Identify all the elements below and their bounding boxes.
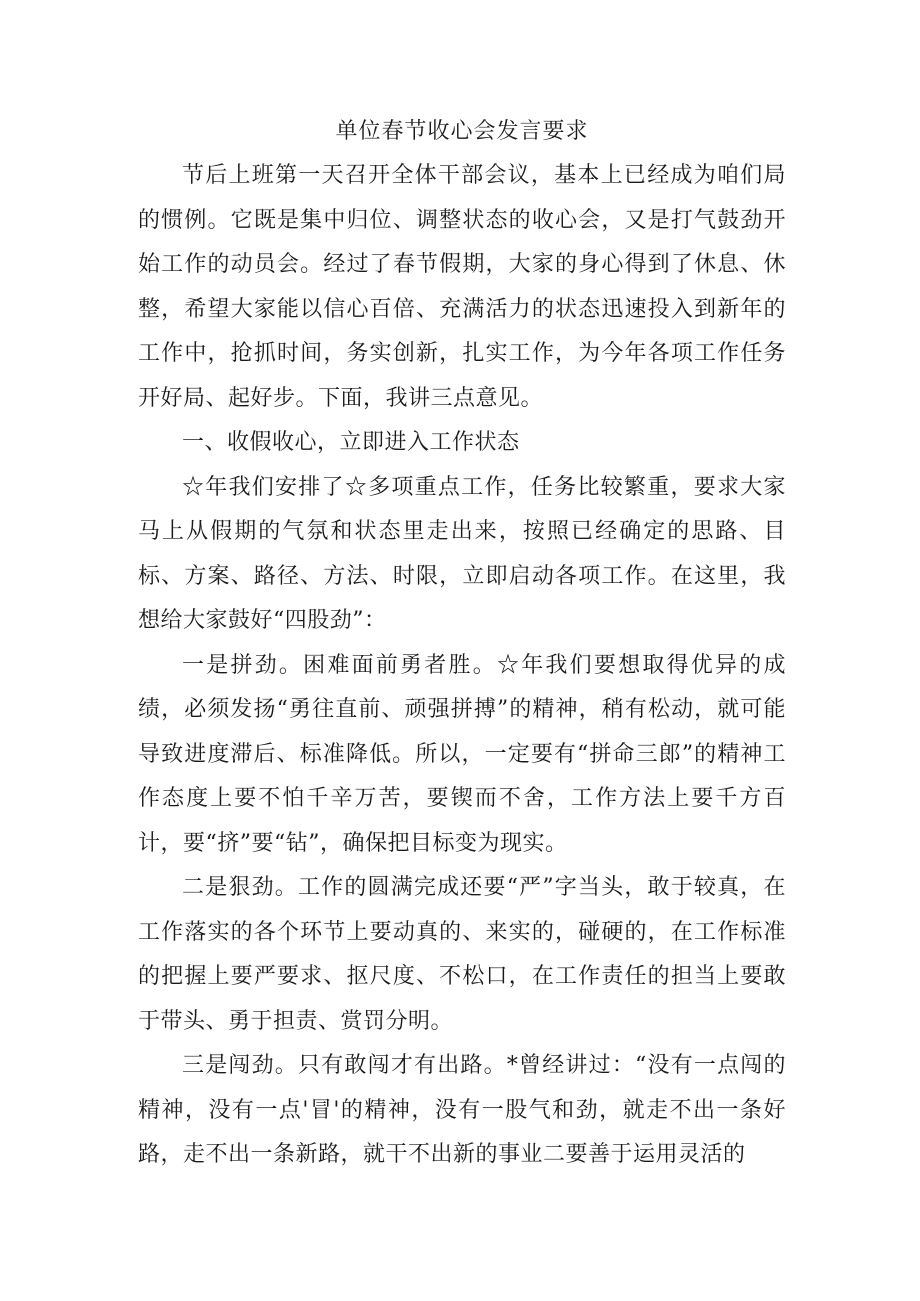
body-paragraph-plan: ☆年我们安排了☆多项重点工作，任务比较繁重，要求大家马上从假期的气氛和状态里走出来，按照已经确定的思路、目标、方案、路径、方法、时限，立即启动各项工作。在这里，我想给大家鼓好“四股劲”：: [138, 474, 786, 633]
body-paragraph-pinjin: 一是拼劲。困难面前勇者胜。☆年我们要想取得优异的成绩，必须发扬“勇往直前、顽强拼搏”的精神，稍有松动，就可能导致进度滞后、标准降低。所以，一定要有“拼命三郎”的精神工作态度上要不怕千辛万苦，要锲而不舍，工作方法上要千方百计，要“挤”要“钻”，确保把目标变为现实。: [138, 652, 786, 856]
body-paragraph-henjin: 二是狠劲。工作的圆满完成还要“严”字当头，敢于较真，在工作落实的各个环节上要动真的、来实的，碰硬的，在工作标准的把握上要严要求、抠尺度、不松口，在工作责任的担当上要敢于带头、勇于担责、赏罚分明。: [138, 875, 786, 1034]
document-page: [138, 110, 786, 1178]
document-title: 单位春节收心会发言要求: [335, 119, 589, 144]
section-heading-1: 一、收假收心，立即进入工作状态: [182, 430, 520, 455]
body-paragraph-chuangjin: 三是闯劲。只有敢闯才有出路。*曾经讲过：“没有一点闯的精神，没有一点'冒'的精神，没有一股气和劲，就走不出一条好路，走不出一条新路，就干不出新的事业二要善于运用灵活的: [138, 1053, 786, 1167]
intro-paragraph: 节后上班第一天召开全体干部会议，基本上已经成为咱们局的惯例。它既是集中归位、调整状态的收心会，又是打气鼓劲开始工作的动员会。经过了春节假期，大家的身心得到了休息、休整，希望大家能以信心百倍、充满活力的状态迅速投入到新年的工作中，抢抓时间，务实创新，扎实工作，为今年各项工作任务开好局、起好步。下面，我讲三点意见。: [138, 163, 786, 411]
